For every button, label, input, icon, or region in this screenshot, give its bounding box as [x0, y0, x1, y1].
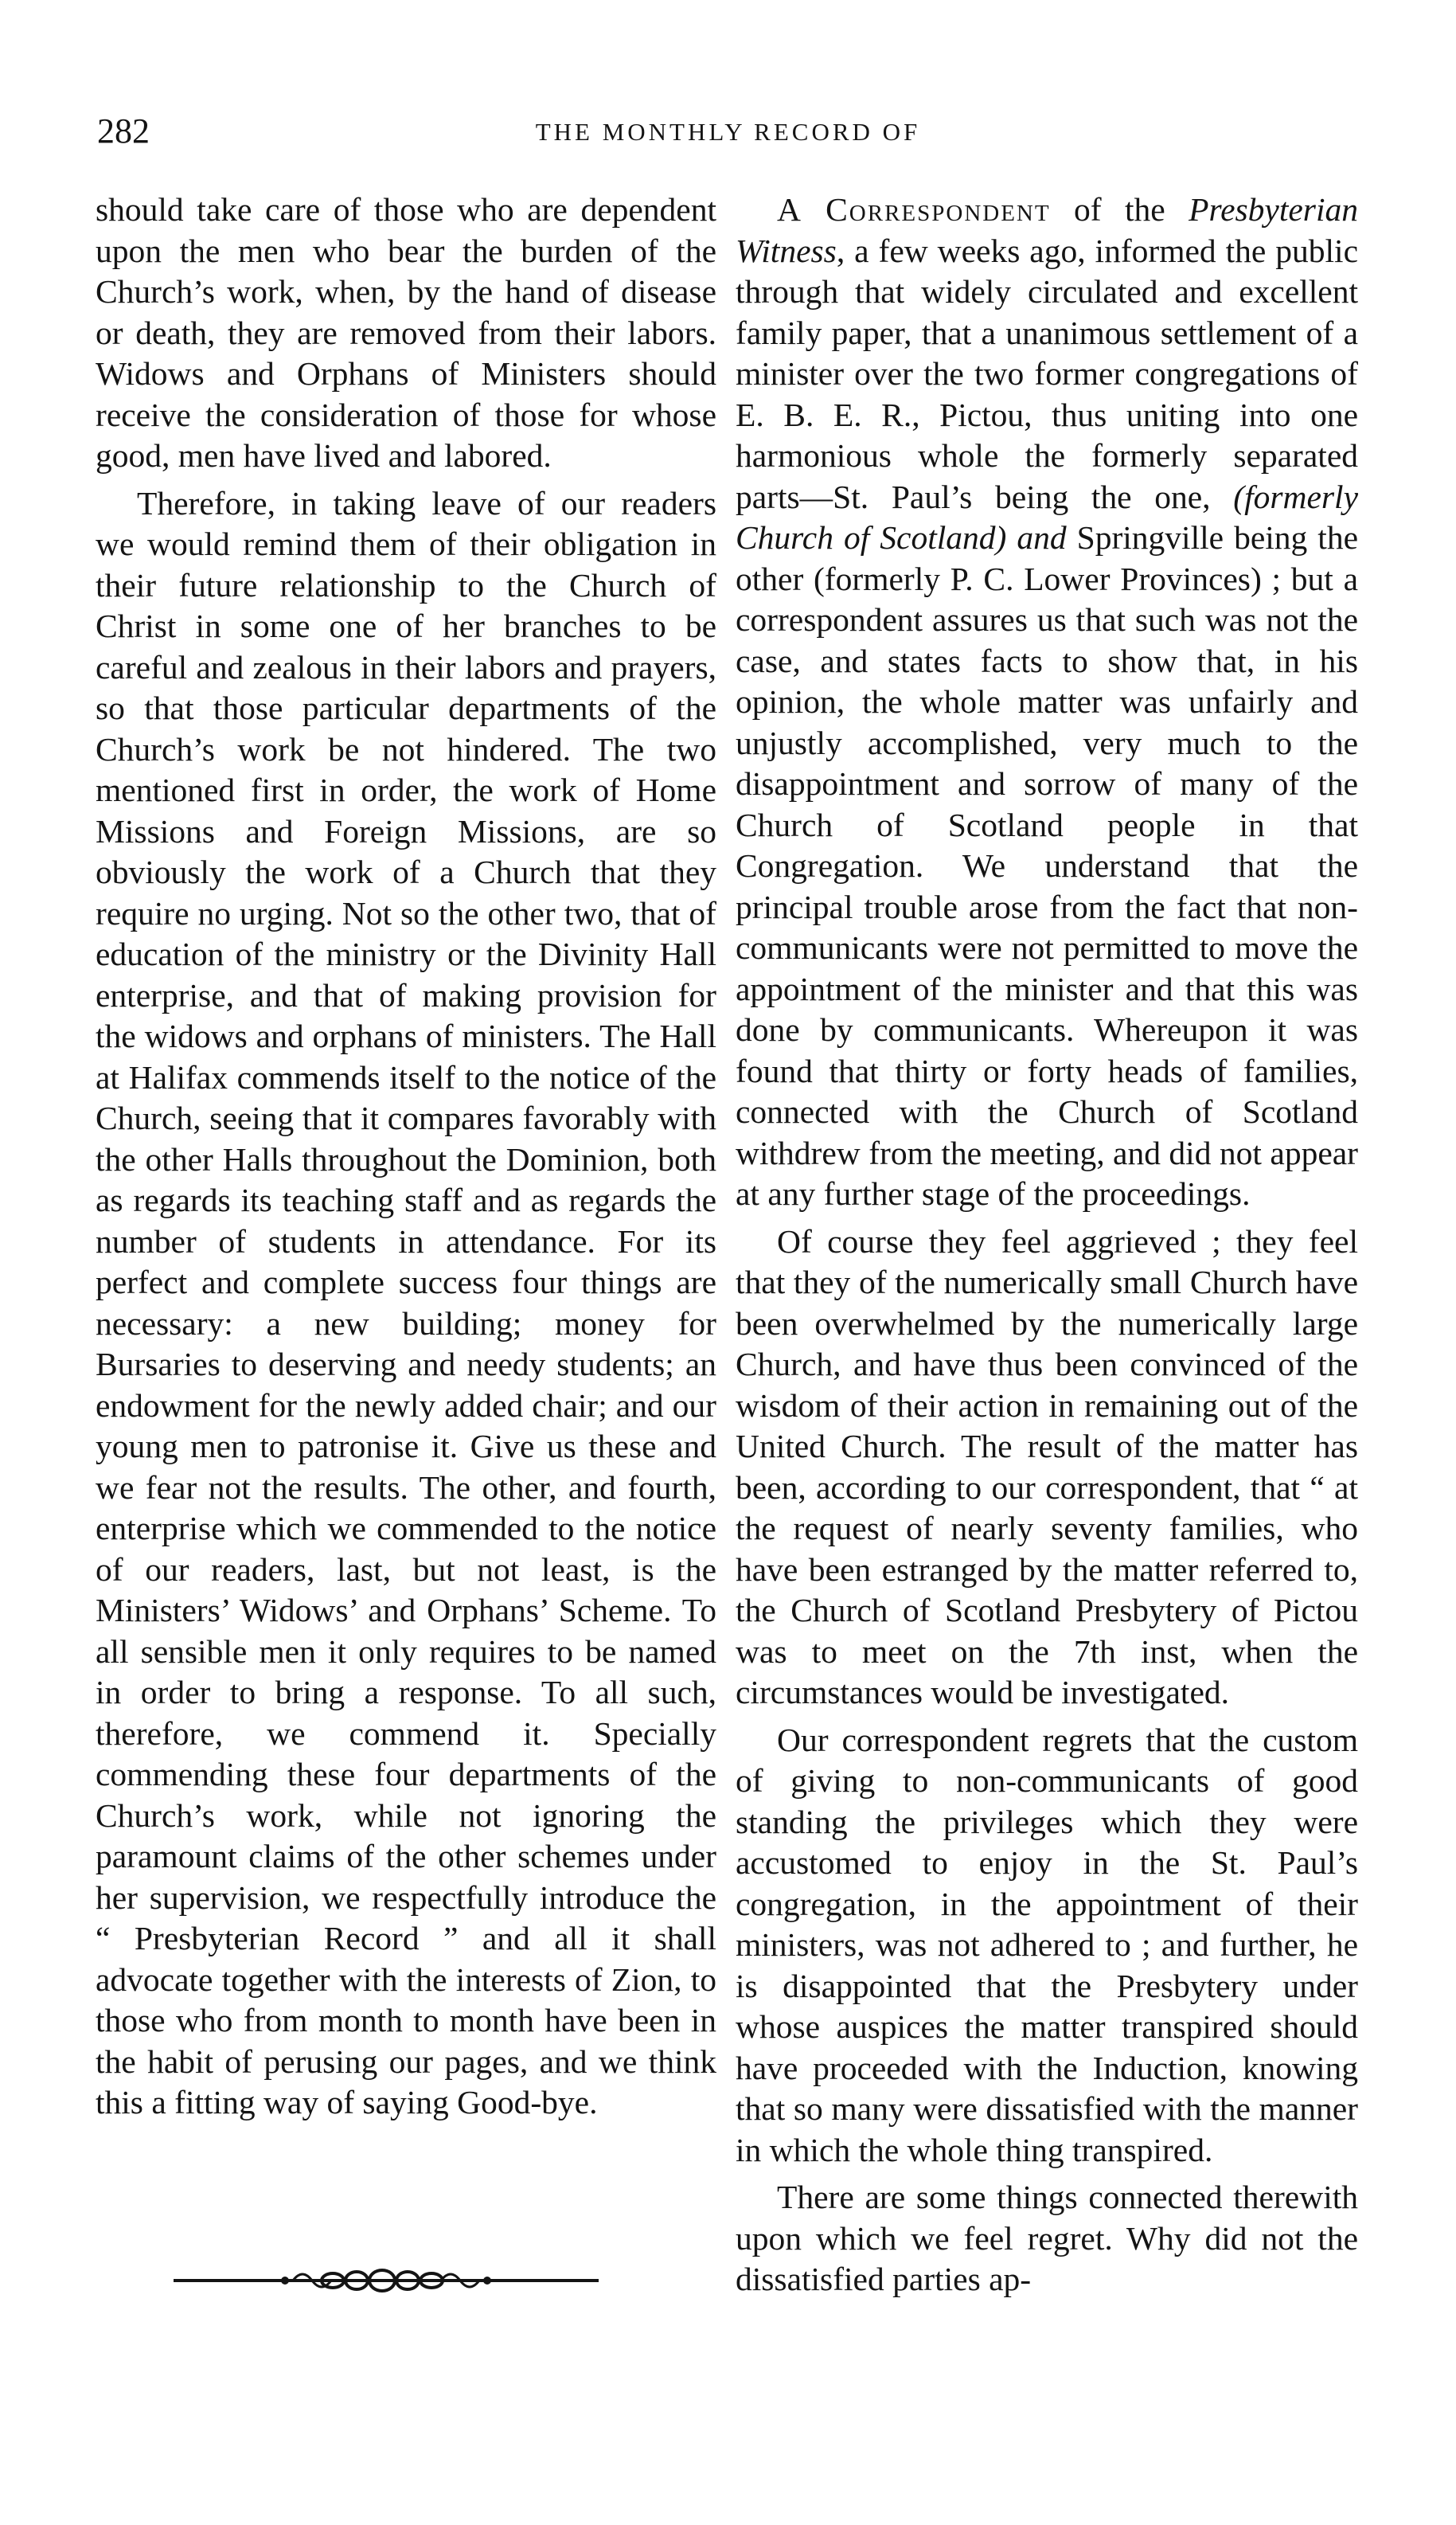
right-paragraph-2: Of course they feel aggrieved ; they feel that they of the numerically small Church have been overwhelmed by the numerically large Church, and have thus been convinced of the wisdom of their action in remaining out of the United Church. The result of the matter has been, according to our correspondent, that “ at the request of nearly seventy families, who have been estranged by the matter referred to, the Church of Scotland Presbytery of Pictou was to meet on the 7th inst, when the circumstances would be investigated. — [736, 1222, 1358, 1710]
left-column — [96, 190, 716, 2130]
running-head-title: THE MONTHLY RECORD OF — [535, 118, 921, 146]
page-number: 282 — [97, 111, 150, 150]
right-paragraph-1-text-b: Springville being the other (formerly P. C. Lower Provinces) ; but a correspondent assures us that such was not the case, and states facts to show that, in his opinion, the whole matter was unfairly and unjustly accomplished, very much to the disappointment and sorrow of many of the Church of Scotland people in that Congregation. We understand that the principal trouble arose from the fact that non-communicants were not permitted to move the appointment of the minister and that this was done by communicants. Whereupon it was found that thirty or forty heads of families, connected with the Church of Scotland withdrew from the meeting, and did not appear at any further stage of the proceedings. — [736, 519, 1359, 1212]
right-paragraph-3: Our correspondent regrets that the custom of giving to non-communicants of good standing the privileges which they were accustomed to enjoy in the St. Paul’s congregation, in the appointment of their ministers, was not adhered to ; and further, he is disappointed that the Presbytery under whose auspices the matter transpired should have proceeded with the Induction, knowing that so many were dissatisfied with the manner in which the whole thing transpired. — [736, 1721, 1358, 2168]
paper-name: Presbyterian Witness — [736, 191, 1358, 269]
right-paragraph-4: There are some things connected therewith upon which we feel regret. Why did not the dissatisfied parties ap- — [736, 2179, 1358, 2297]
correspondent-lead: A Correspondent — [777, 191, 1051, 228]
right-paragraph-1-text-a: , a few weeks ago, informed the public through that widely circulated and excellent family paper, that a unanimous settlement of a minister over the two former congregations of E. B. E. R., Pictou, thus uniting into one harmonious whole the formerly separated parts—St. Paul’s being the one, — [736, 232, 1358, 515]
right-column — [736, 190, 1358, 2307]
left-paragraph-1: should take care of those who are dependent upon the men who bear the burden of the Church’s work, when, by the hand of disease or death, they are removed from their labors. Widows and Orphans of Ministers should receive the consideration of those for whose good, men have lived and labored. — [96, 191, 716, 474]
ornamental-divider — [174, 2263, 599, 2298]
left-paragraph-2: Therefore, in taking leave of our readers we would remind them of their obligation in their future relationship to the Church of Christ in some one of her branches to be careful and zealous in their labors and prayers, so that those particular departments of the Church’s work be not hindered. The two mentioned first in order, the work of Home Missions and Foreign Missions, are so obviously the work of a Church that they require no urging. Not so the other two, that of education of the ministry or the Divinity Hall enterprise, and that of making provision for the widows and orphans of ministers. The Hall at Halifax commends itself to the notice of the Church, seeing that it compares favorably with the other Halls throughout the Dominion, both as regards its teaching staff and as regards the number of students in attendance. For its perfect and complete success four things are necessary: a new building; money for Bursaries to deserving and needy students; an endowment for the newly added chair; and our young men to patronise it. Give us these and we fear not the results. The other, and fourth, enterprise which we commended to the notice of our readers, last, but not least, is the Ministers’ Widows’ and Orphans’ Scheme. To all sensible men it only requires to be named in order to bring a response. To all such, therefore, we commend it. Specially commending these four departments of the Church’s work, while not ignoring the paramount claims of the other schemes under her supervision, we respectfully introduce the “ Presbyterian Record ” and all it shall advocate together with the interests of Zion, to those who from month to month have been in the habit of perusing our pages, and we think this a fitting way of saying Good-bye. — [96, 484, 716, 2120]
formerly-parenthetical: (formerly Church of Scotland) and — [736, 478, 1358, 556]
of-the-text: of the — [1050, 191, 1189, 228]
right-paragraph-1 — [736, 190, 1358, 1215]
